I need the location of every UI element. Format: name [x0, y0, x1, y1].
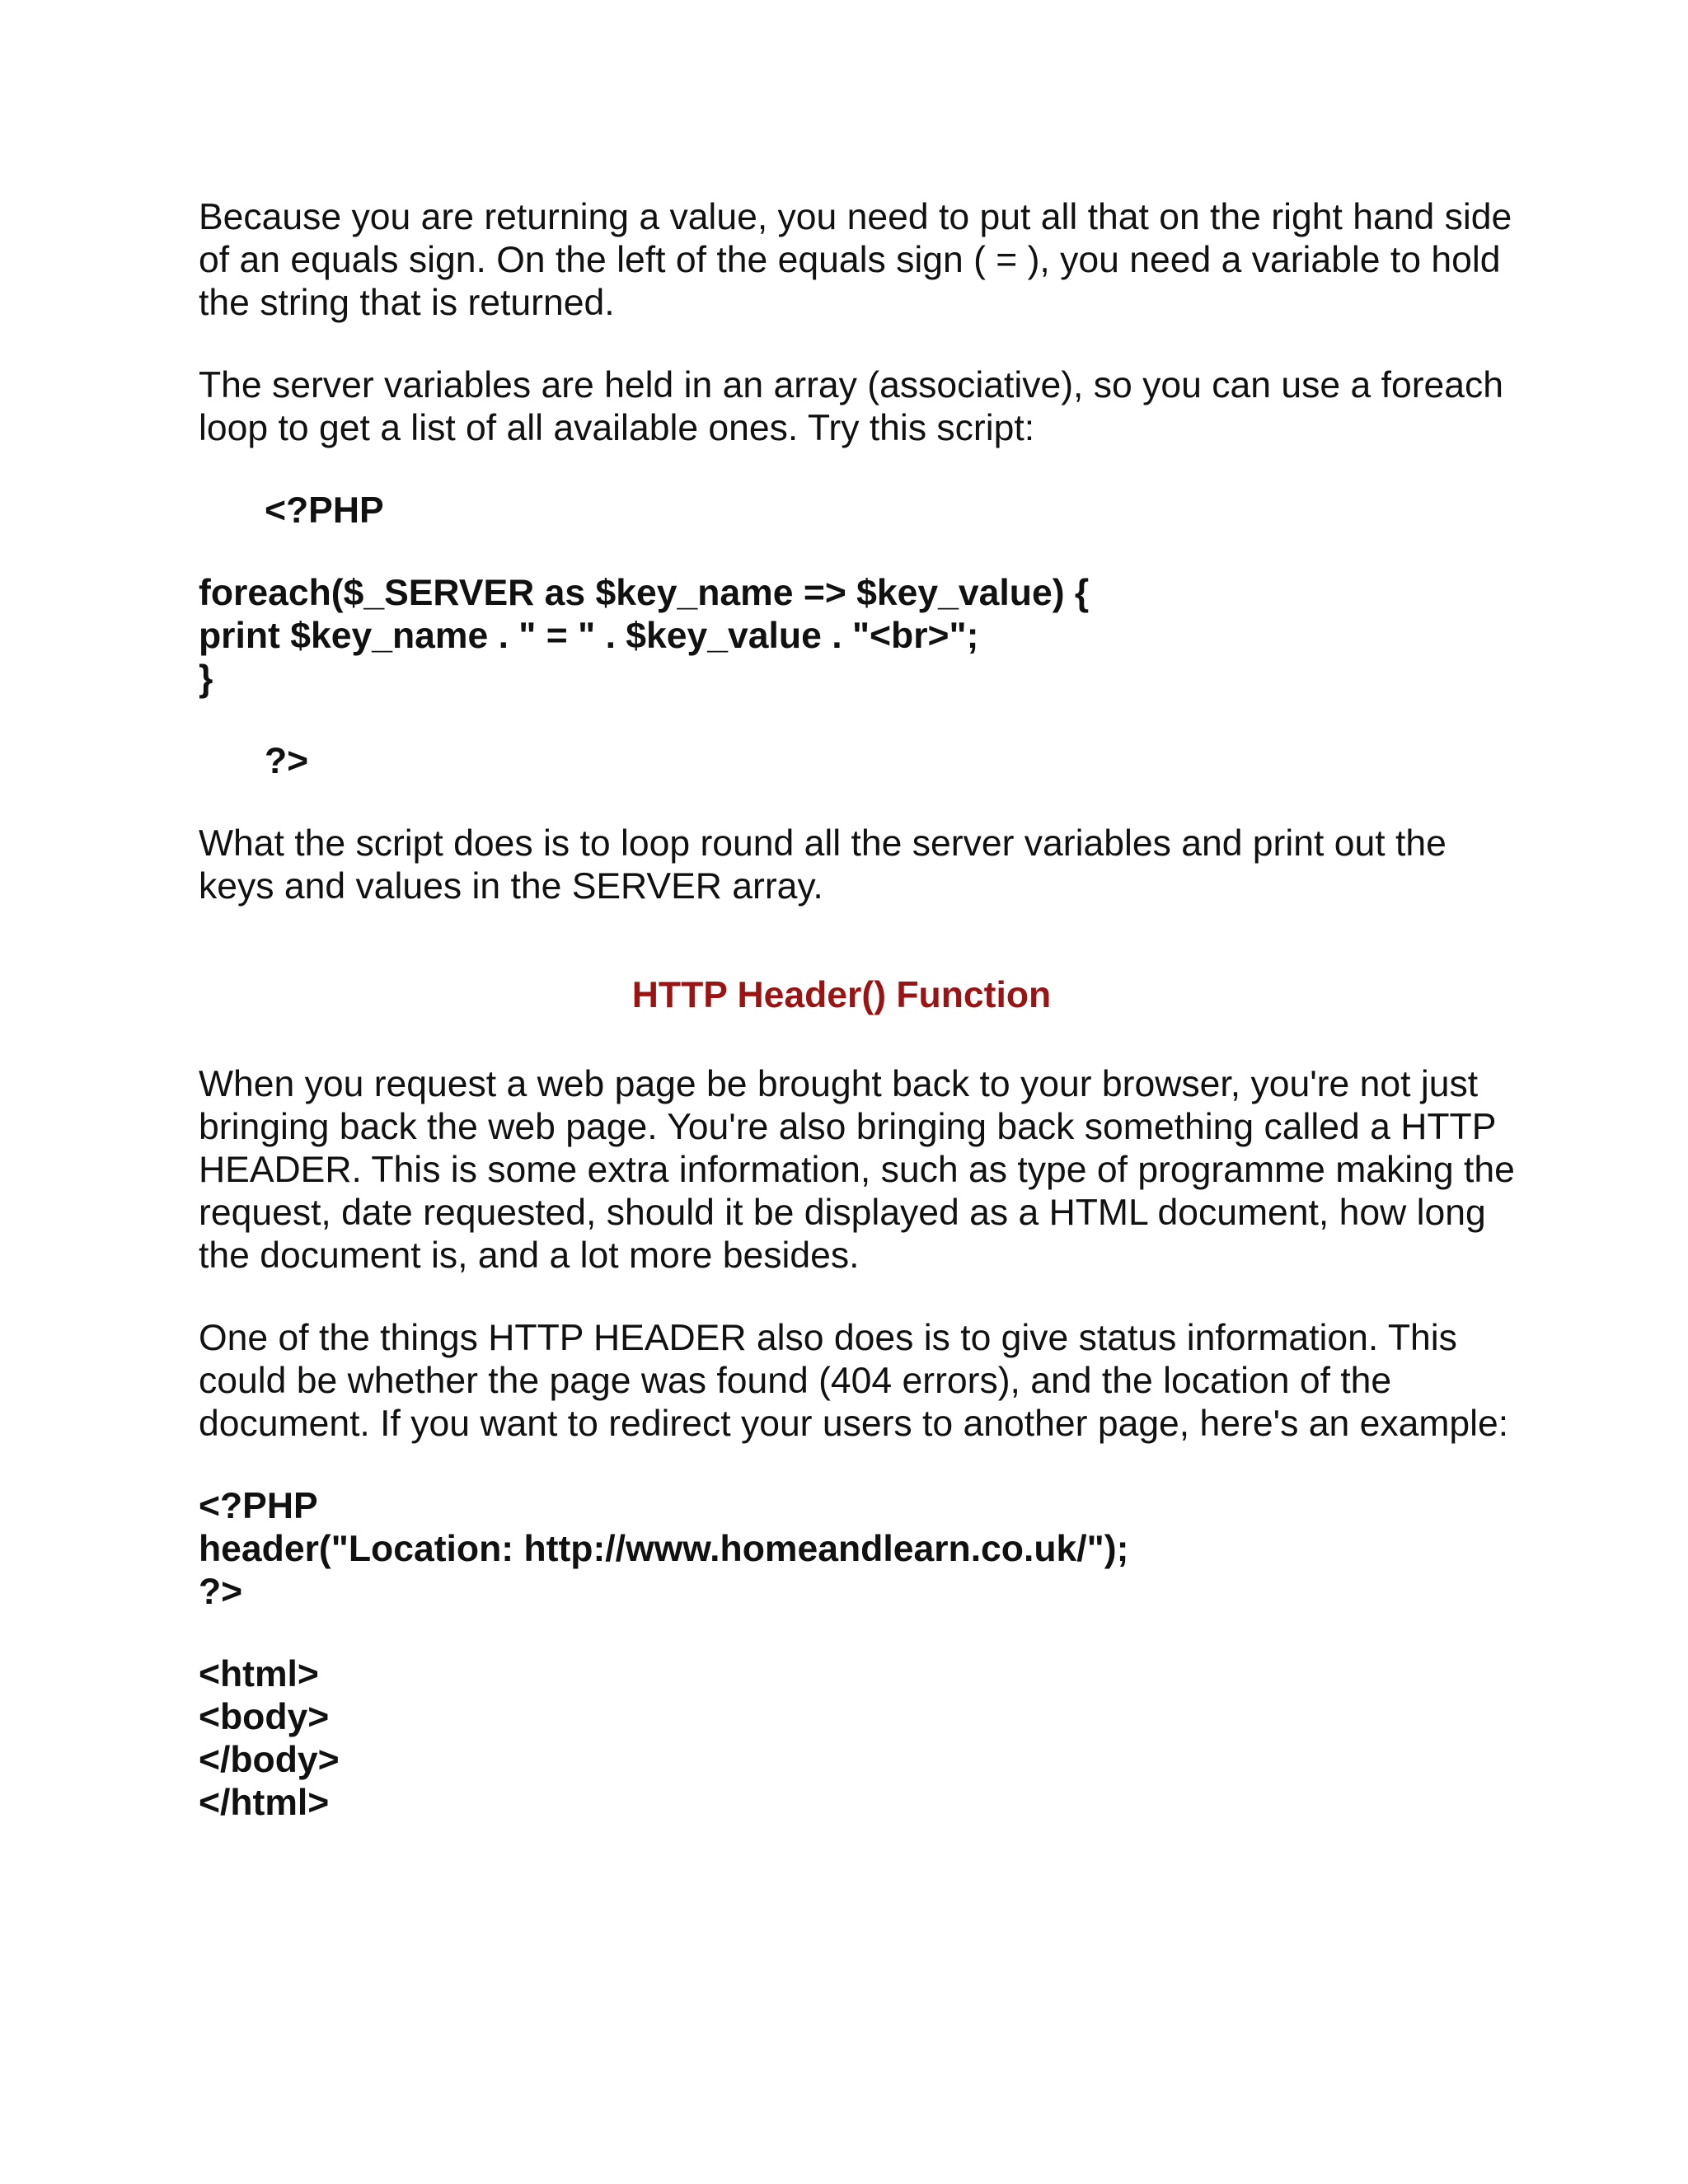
code-body-open: <body>	[199, 1697, 330, 1737]
code-header-location-line: header("Location: http://www.homeandlearn.co.uk/");	[199, 1529, 1129, 1569]
code-php-close-tag: ?>	[265, 741, 309, 781]
code-body-close: </body>	[199, 1740, 340, 1780]
code-block-foreach-close	[199, 740, 1517, 783]
code-html-open: <html>	[199, 1654, 319, 1694]
document-content	[199, 196, 1517, 1825]
code-closing-brace: }	[199, 658, 213, 699]
section-heading: HTTP Header() Function	[631, 975, 1052, 1015]
paragraph-http-header-status: One of the things HTTP HEADER also does is to give status information. This could be whether the page was found (404 errors), and the location of the document. If you want to redirect your users to another page, here's an example:	[199, 1318, 1509, 1444]
code-redirect-open-tag: <?PHP	[199, 1486, 318, 1526]
code-html-close: </html>	[199, 1783, 330, 1823]
paragraph-server-variables: The server variables are held in an array (associative), so you can use a foreach loop to get a list of all available ones. Try this script:	[199, 365, 1504, 448]
code-foreach-line: foreach($_SERVER as $key_name => $key_value) {	[199, 573, 1090, 613]
code-redirect-close-tag: ?>	[199, 1572, 243, 1612]
code-block-html	[199, 1653, 1517, 1825]
paragraph-return-value: Because you are returning a value, you need to put all that on the right hand side of an equals sign. On the left of the equals sign ( = ), you need a variable to hold the string that is returned.	[199, 197, 1512, 323]
paragraph-script-explanation: What the script does is to loop round all the server variables and print out the keys and values in the SERVER array.	[199, 823, 1447, 907]
code-block-foreach	[199, 490, 1517, 532]
paragraph-http-header-intro: When you request a web page be brought back to your browser, you're not just bringing back the web page. You're also bringing back something called a HTTP HEADER. This is some extra information, such as type of programme making the request, date requested, should it be displayed as a HTML document, how long the document is, and a lot more besides.	[199, 1064, 1515, 1276]
code-block-redirect	[199, 1485, 1517, 1614]
code-php-open-tag: <?PHP	[265, 490, 384, 531]
code-block-foreach-body	[199, 572, 1517, 701]
code-print-line: print $key_name . " = " . $key_value . "<br>";	[199, 616, 979, 656]
